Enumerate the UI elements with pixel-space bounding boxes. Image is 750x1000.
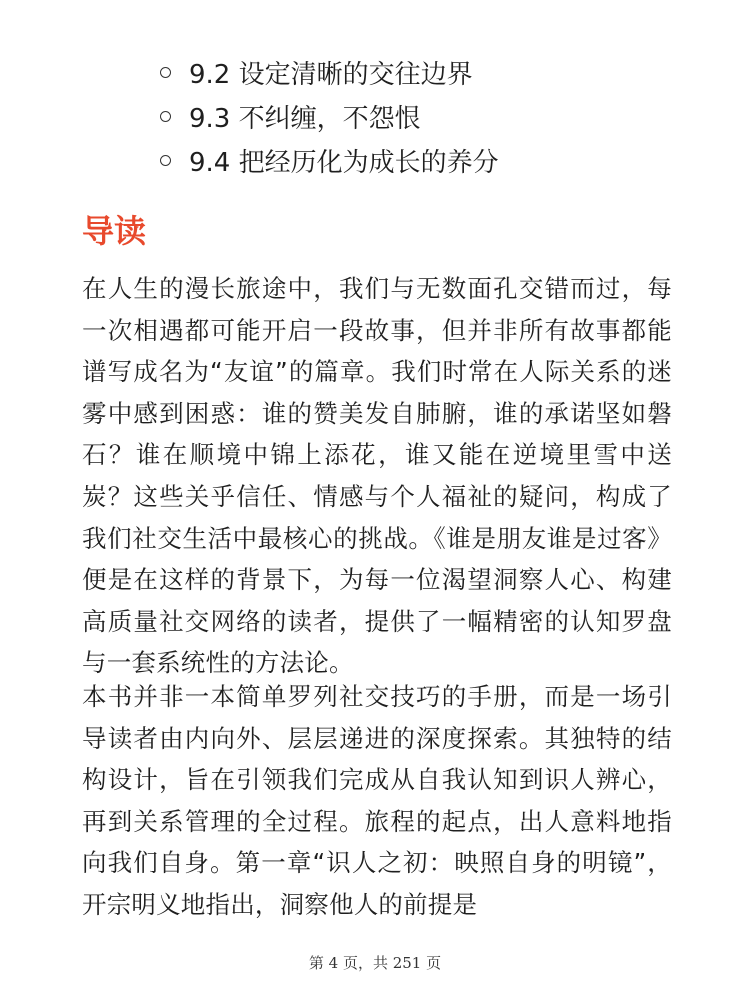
toc-item-label: 9.4 把经历化为成长的养分 (189, 147, 499, 178)
toc-item[interactable] (160, 50, 499, 94)
section-heading: 导读 (82, 212, 147, 250)
toc-item[interactable] (160, 138, 499, 182)
toc-item-label: 9.2 设定清晰的交往边界 (189, 59, 473, 90)
circle-bullet-icon (160, 155, 171, 166)
toc-list (160, 50, 499, 182)
body-paragraph: 本书并非一本简单罗列社交技巧的手册，而是一场引导读者由内向外、层层递进的深度探索。其独特的结构设计，旨在引领我们完成从自我认知到识人辨心，再到关系管理的全过程。旅程的起点，出人意料地指向我们自身。第一章“识人之初：映照自身的明镜”，开宗明义地指出，洞察他人的前提是 (82, 682, 672, 919)
toc-item-label: 9.3 不纠缠，不怨恨 (189, 103, 421, 134)
body-paragraph: 在人生的漫长旅途中，我们与无数面孔交错而过，每一次相遇都可能开启一段故事，但并非所有故事都能谱写成名为“友谊”的篇章。我们时常在人际关系的迷雾中感到困惑：谁的赞美发自肺腑，谁的承诺坚如磐石？谁在顺境中锦上添花，谁又能在逆境里雪中送炭？这些关乎信任、情感与个人福祉的疑问，构成了我们社交生活中最核心的挑战。《谁是朋友谁是过客》便是在这样的背景下，为每一位渴望洞察人心、构建高质量社交网络的读者，提供了一幅精密的认知罗盘与一套系统性的方法论。 (82, 274, 672, 678)
page-number-footer: 第 4 页，共 251 页 (308, 954, 442, 972)
circle-bullet-icon (160, 67, 171, 78)
circle-bullet-icon (160, 111, 171, 122)
toc-item[interactable] (160, 94, 499, 138)
